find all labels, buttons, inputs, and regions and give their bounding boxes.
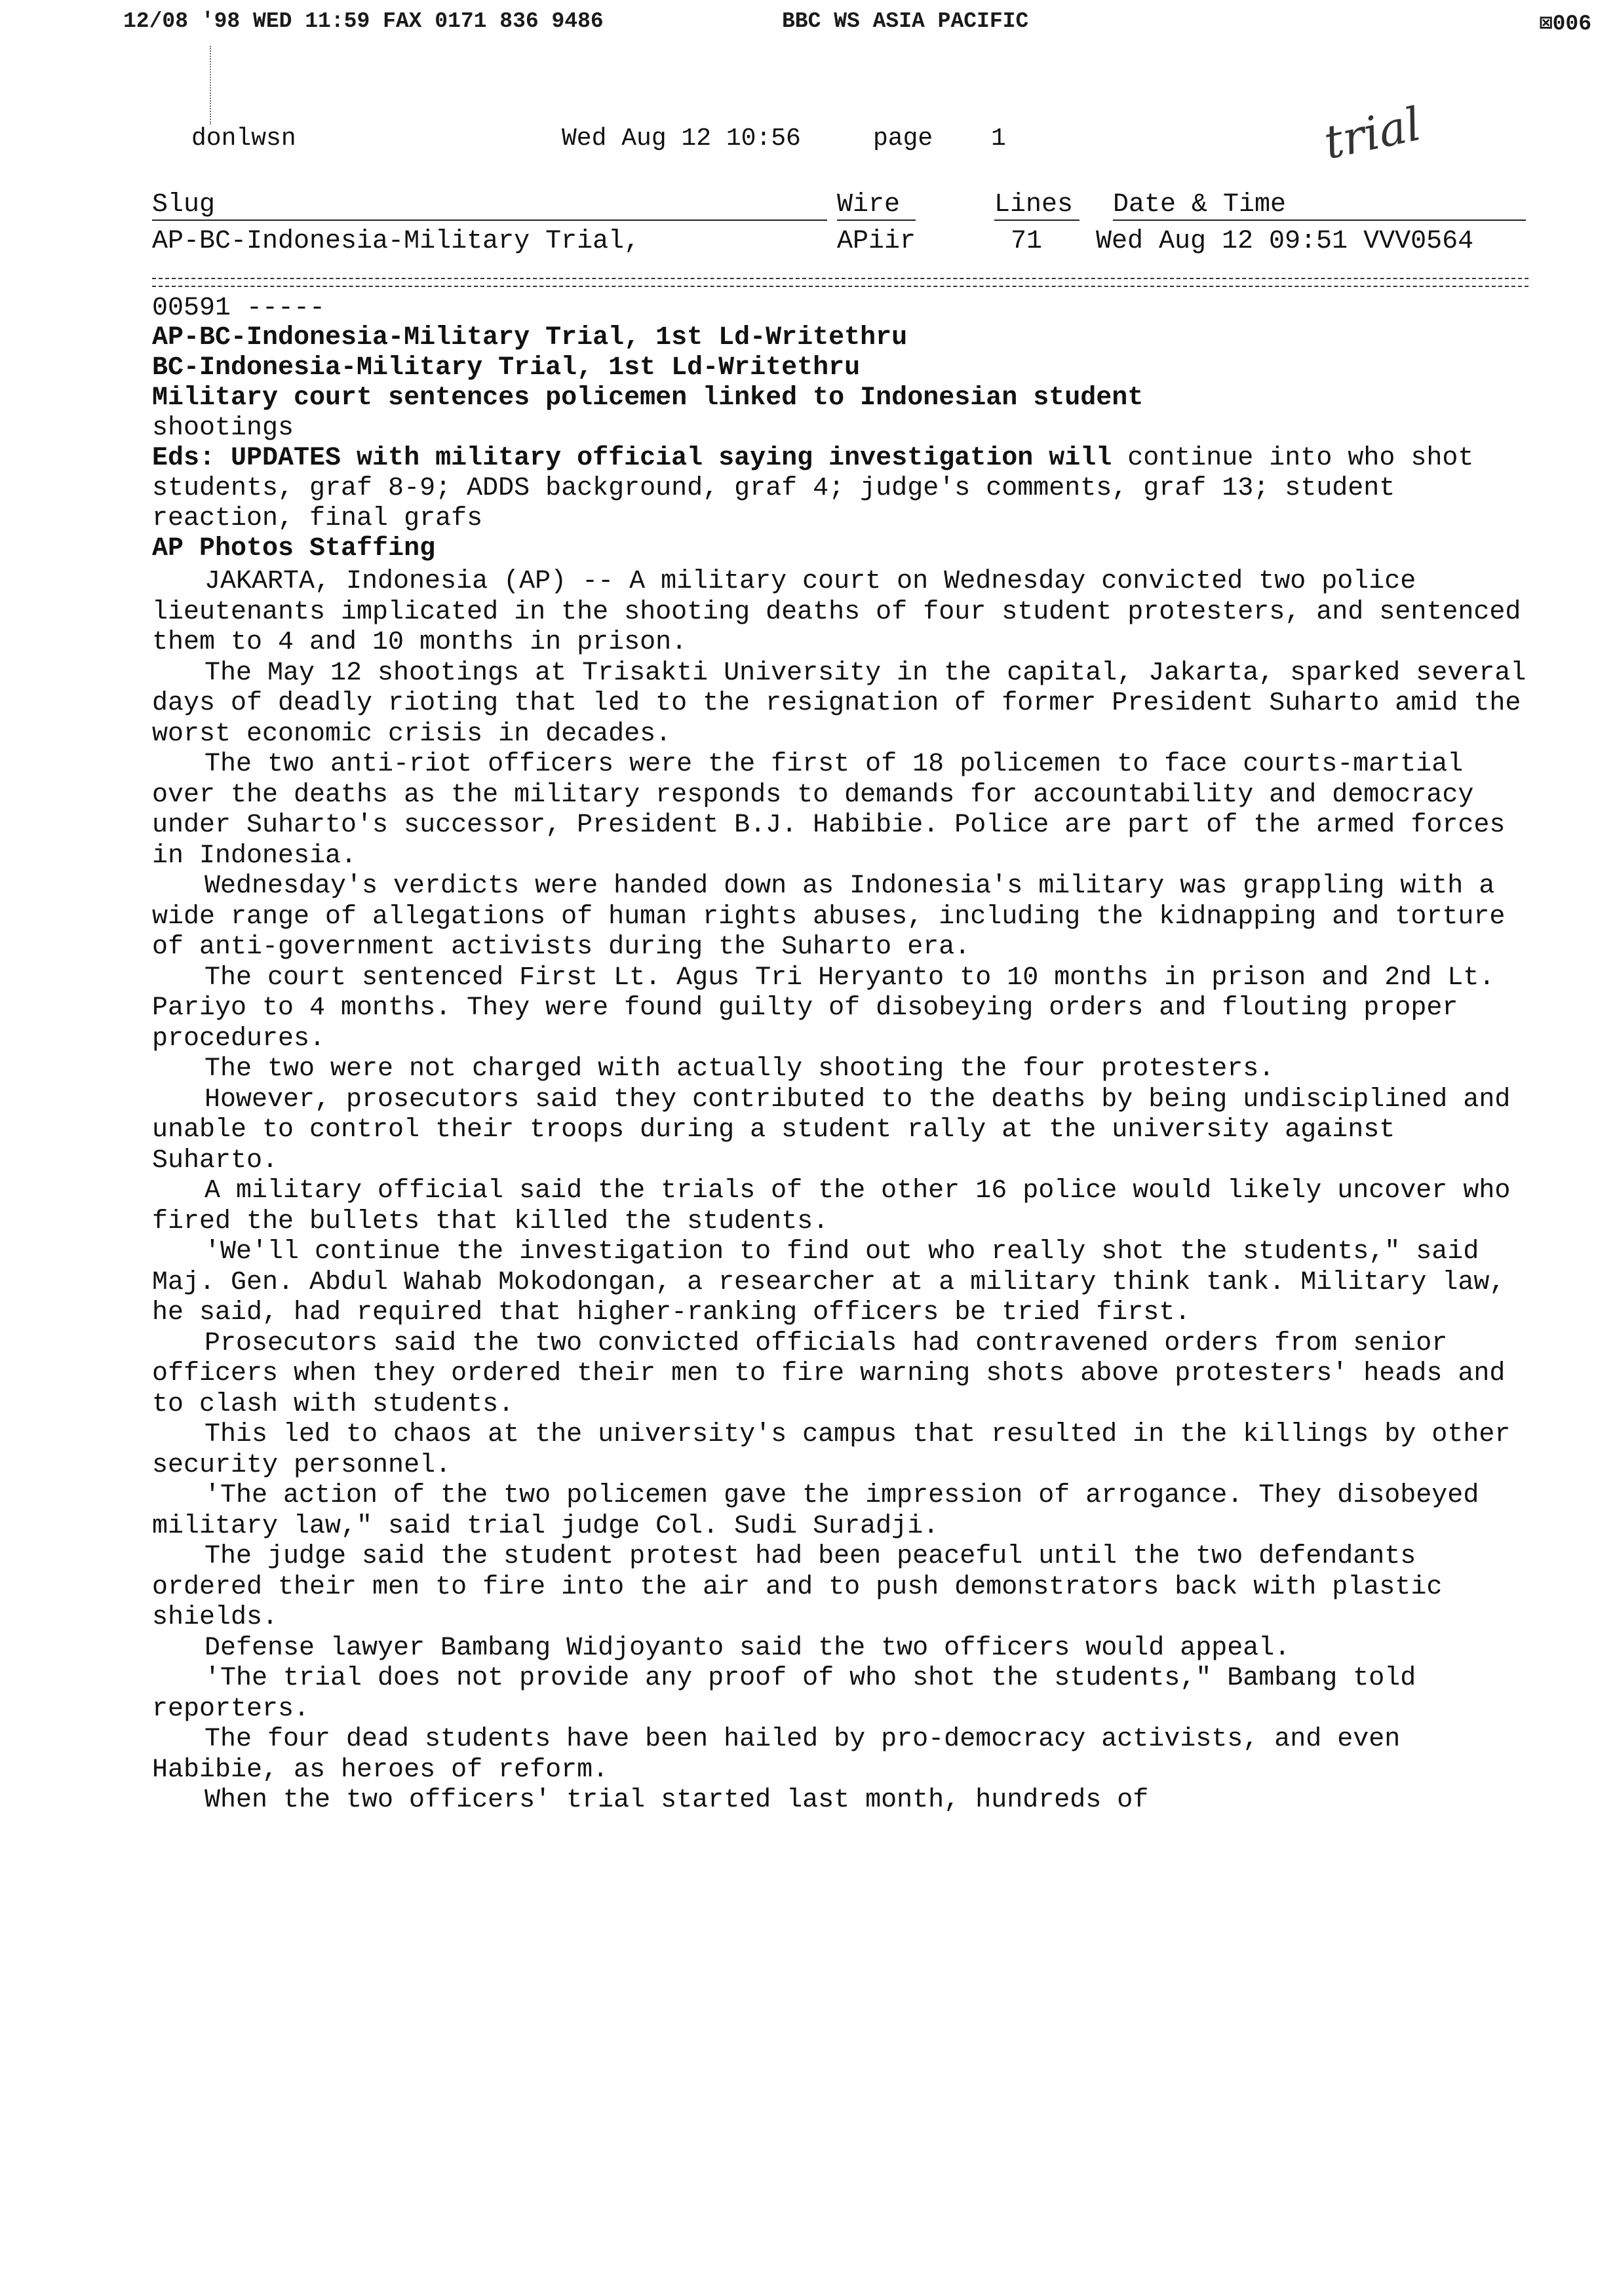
- photos-line: AP Photos Staffing: [152, 534, 436, 564]
- paragraph: The judge said the student protest had been peaceful until the two defendants ordered their men to fire into the air and to push demonstrators back with plastic shields.: [152, 1542, 1443, 1632]
- meta-page-number: 1: [991, 124, 1006, 153]
- paragraph: Prosecutors said the two convicted officials had contravened orders from senior officers when they ordered their men to fire warning shots above protesters' heads and to clash with students.: [152, 1328, 1506, 1419]
- meta-date: Wed Aug 12 10:56: [562, 124, 801, 153]
- margin-mark: [210, 46, 212, 124]
- lines-header: Lines: [994, 190, 1080, 221]
- separator-rule: [152, 278, 1528, 287]
- paragraph: The two anti-riot officers were the first of 18 policemen to face courts-martial over the deaths as the military responds to demands for accountability and democracy under Suharto's successor, President B.J. Habibie. Police are part of the armed forces in Indonesia.: [152, 750, 1506, 871]
- paragraph: A military official said the trials of the other 16 police would likely uncover who fired the bullets that killed the students.: [152, 1176, 1511, 1236]
- headline-3: Military court sentences policemen linked to Indonesian student: [152, 383, 1144, 413]
- slug-table: [152, 190, 1535, 275]
- paragraph: The four dead students have been hailed by pro-democracy activists, and even Habibie, as heroes of reform.: [152, 1725, 1401, 1785]
- meta-line: [152, 124, 1535, 164]
- paragraph: When the two officers' trial started last month, hundreds of: [204, 1786, 1149, 1815]
- paragraph: However, prosecutors said they contributed to the deaths by being undisciplined and unable to control their troops during a student rally at the university against Suharto.: [152, 1084, 1511, 1176]
- date-time-value: Wed Aug 12 09:51 VVV0564: [1096, 227, 1474, 256]
- headline-3-cont: shootings: [152, 413, 294, 443]
- handwritten-note-text: trial: [1319, 97, 1426, 170]
- headline-1: AP-BC-Indonesia-Military Trial, 1st Ld-Writethru: [152, 323, 908, 353]
- editors-note-label: Eds: UPDATES with military official saying investigation will: [152, 444, 1112, 473]
- paragraph: JAKARTA, Indonesia (AP) -- A military court on Wednesday convicted two police lieutenants implicated in the shooting deaths of four student protesters, and sentenced them to 4 and 10 months in prison.: [152, 567, 1521, 657]
- document: [152, 124, 1535, 1816]
- meta-user: donlwsn: [191, 124, 296, 153]
- paragraph: 'We'll continue the investigation to find out who really shot the students," said Maj. Gen. Abdul Wahab Mokodongan, a researcher at a military think tank. Military law, he said, had required that higher-ranking officers be tried first.: [152, 1237, 1506, 1328]
- slug-header: Slug: [152, 190, 827, 221]
- paragraph: This led to chaos at the university's campus that resulted in the killings by other security personnel.: [152, 1420, 1511, 1480]
- paragraph: 'The action of the two policemen gave the impression of arrogance. They disobeyed military law," said trial judge Col. Sudi Suradji.: [152, 1481, 1479, 1541]
- story-id: 00591 -----: [152, 294, 326, 323]
- date-time-header: Date & Time: [1113, 190, 1526, 221]
- paragraph: The court sentenced First Lt. Agus Tri Heryanto to 10 months in prison and 2nd Lt. Pariyo to 4 months. They were found guilty of disobeying orders and flouting proper procedures.: [152, 963, 1495, 1054]
- meta-page-label: page: [873, 124, 933, 153]
- story-body: [152, 567, 1535, 1816]
- editors-note-text: continue into who shot students, graf 8-9; ADDS background, graf 4; judge's comments, graf 13; student reaction, final grafs: [152, 444, 1474, 533]
- lines-value: 71: [1011, 227, 1043, 256]
- slug-value: AP-BC-Indonesia-Military Trial,: [152, 227, 640, 256]
- paragraph: The May 12 shootings at Trisakti University in the capital, Jakarta, sparked several days of deadly rioting that led to the resignation of former President Suharto amid the worst economic crisis in decades.: [152, 658, 1527, 749]
- headline-2: BC-Indonesia-Military Trial, 1st Ld-Writethru: [152, 353, 861, 383]
- editors-note: [152, 444, 1535, 534]
- paragraph: The two were not charged with actually shooting the four protesters.: [204, 1054, 1275, 1084]
- paragraph: Wednesday's verdicts were handed down as Indonesia's military was grappling with a wide range of allegations of human rights abuses, including the kidnapping and torture of anti-government activists during the Suharto era.: [152, 871, 1506, 962]
- fax-transmission-line: 12/08 '98 WED 11:59 FAX 0171 836 9486: [123, 9, 604, 33]
- paragraph: Defense lawyer Bambang Widjoyanto said the two officers would appeal.: [204, 1633, 1291, 1663]
- fax-page-code: ⊠006: [1539, 12, 1591, 36]
- wire-header: Wire: [837, 190, 916, 221]
- fax-header: [123, 4, 1591, 37]
- wire-value: APiir: [837, 227, 916, 256]
- paragraph: 'The trial does not provide any proof of who shot the students," Bambang told reporters.: [152, 1664, 1416, 1724]
- fax-station-name: BBC WS ASIA PACIFIC: [782, 9, 1029, 33]
